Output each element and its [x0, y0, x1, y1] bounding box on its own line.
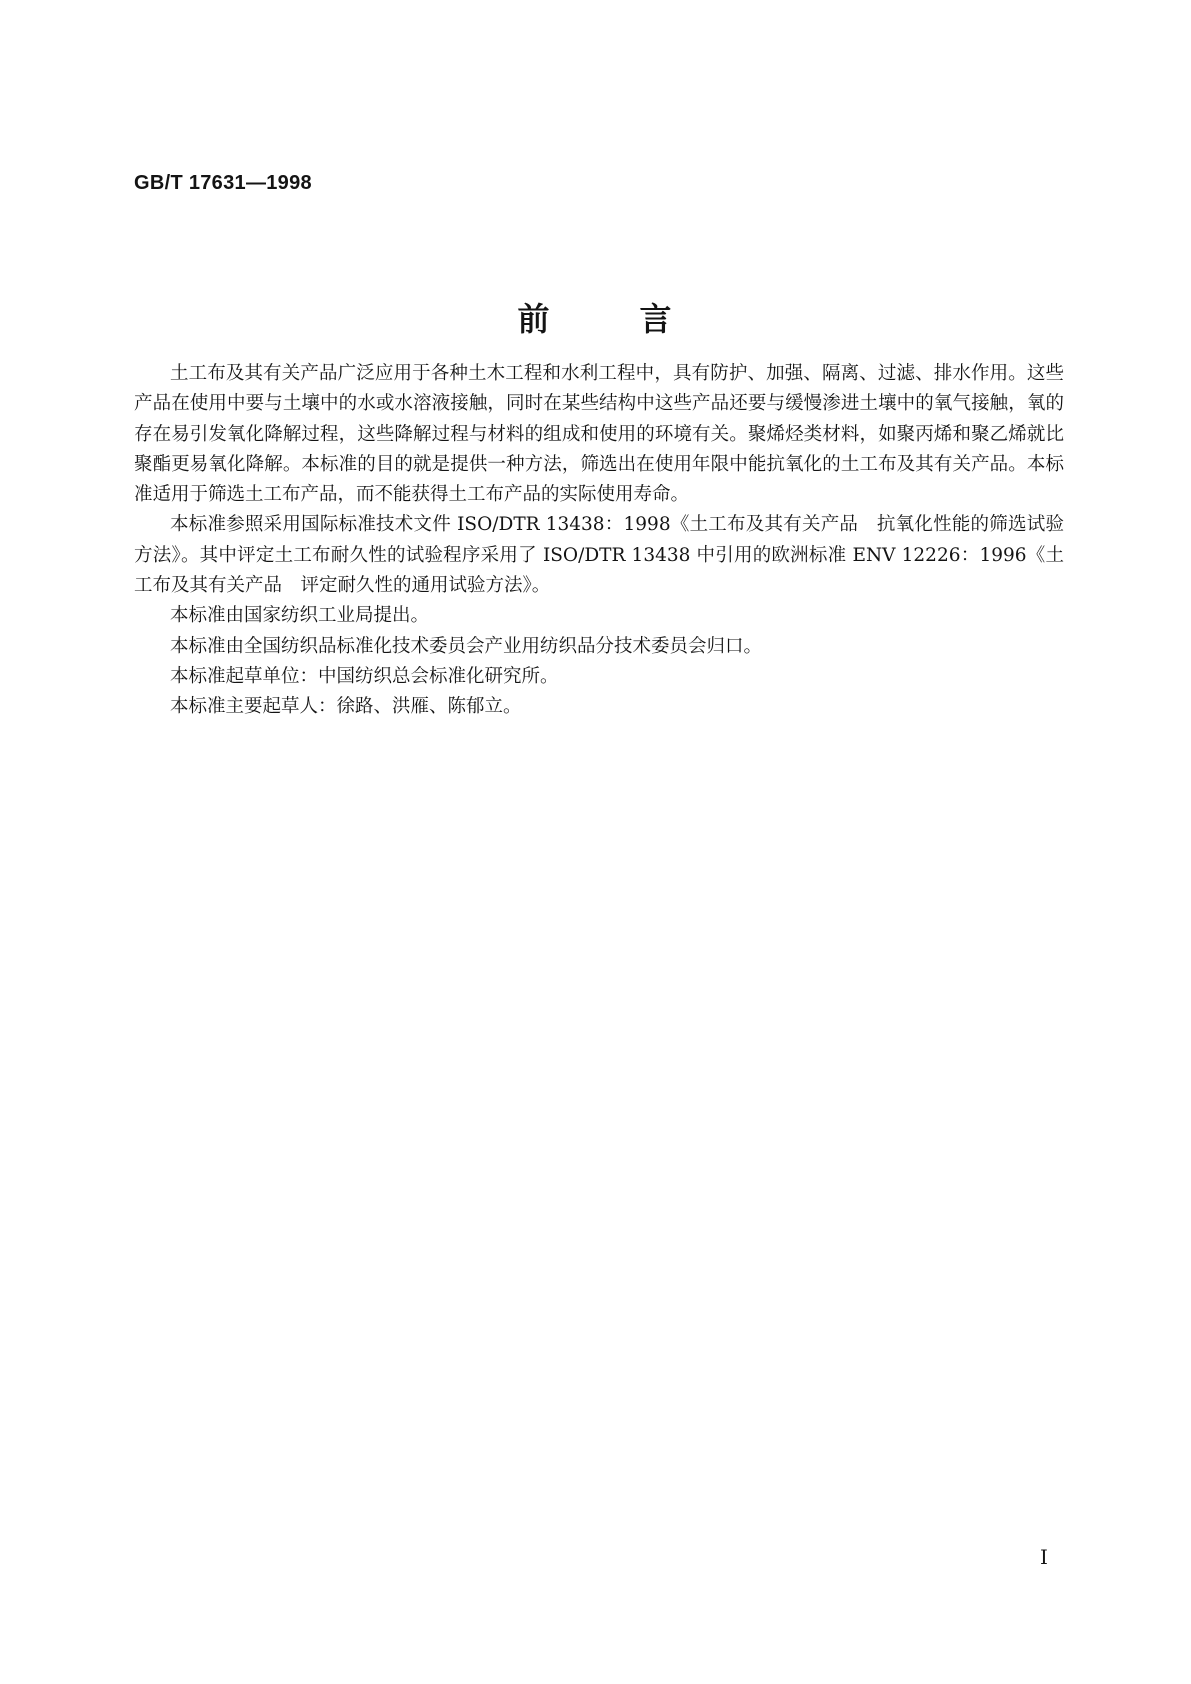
page-title — [0, 294, 1191, 340]
paragraph-drafters: 本标准主要起草人：徐路、洪雁、陈郁立。 — [170, 696, 522, 718]
paragraph-drafting-unit: 本标准起草单位：中国纺织总会标准化研究所。 — [170, 665, 559, 687]
paragraph-scope: 土工布及其有关产品广泛应用于各种土木工程和水利工程中，具有防护、加强、隔离、过滤、排水作用。这些产品在使用中要与土壤中的水或水溶液接触，同时在某些结构中这些产品还要与缓慢渗进土壤中的氧气接触，氧的存在易引发氧化降解过程，这些降解过程与材料的组成和使用的环境有关。聚烯烃类材料，如聚丙烯和聚乙烯就比聚酯更易氧化降解。本标准的目的就是提供一种方法，筛选出在使用年限中能抗氧化的土工布及其有关产品。本标准适用于筛选土工布产品，而不能获得土工布产品的实际使用寿命。 — [134, 363, 1064, 506]
title-char-first: 前 — [517, 300, 552, 338]
standard-code: GB/T 17631—1998 — [134, 172, 312, 194]
title-char-second: 言 — [639, 300, 674, 338]
foreword-body — [134, 359, 1064, 723]
page-number: I — [1040, 1545, 1048, 1569]
paragraph-committee: 本标准由全国纺织品标准化技术委员会产业用纺织品分技术委员会归口。 — [170, 635, 763, 657]
paragraph-reference: 本标准参照采用国际标准技术文件 ISO/DTR 13438：1998《土工布及其有关产品 抗氧化性能的筛选试验方法》。其中评定土工布耐久性的试验程序采用了 ISO/DTR 13438 中引用的欧洲标准 ENV 12226：1996《土工布及其有关产品 评定耐久性的通用试验方法》。 — [134, 514, 1064, 597]
paragraph-proposer: 本标准由国家纺织工业局提出。 — [170, 605, 430, 627]
